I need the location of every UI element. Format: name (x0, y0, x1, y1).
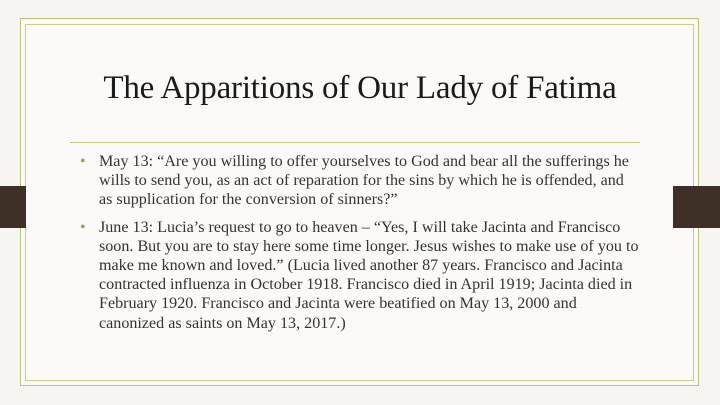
bullet-dot-icon: • (80, 218, 86, 236)
slide-title: The Apparitions of Our Lady of Fatima (103, 70, 617, 106)
bullet-item-may-13 (80, 152, 640, 210)
right-side-tab (673, 186, 720, 228)
bullet-text: June 13: Lucia’s request to go to heaven – “Yes, I will take Jacinta and Francisco soon. But you are to stay here some time longer. Jesus wishes to make use of you to make me known and loved.” (Lucia lived another 87 years. Francisco and Jacinta contracted influenza in October 1918. Francisco died in April 1919; Jacinta died in February 1920. Francisco and Jacinta were beatified on May 13, 2000 and canonized as saints on May 13, 2017.) (99, 218, 639, 332)
bullet-list (80, 152, 640, 341)
bullet-text: May 13: “Are you willing to offer yourselves to God and bear all the sufferings he wills to send you, as an act of reparation for the sins by which he is offended, and as supplication for the conversion of sinners?” (99, 153, 629, 209)
title-divider (70, 142, 640, 143)
bullet-item-june-13 (80, 218, 640, 333)
left-side-tab (0, 186, 26, 228)
bullet-dot-icon: • (80, 153, 86, 170)
